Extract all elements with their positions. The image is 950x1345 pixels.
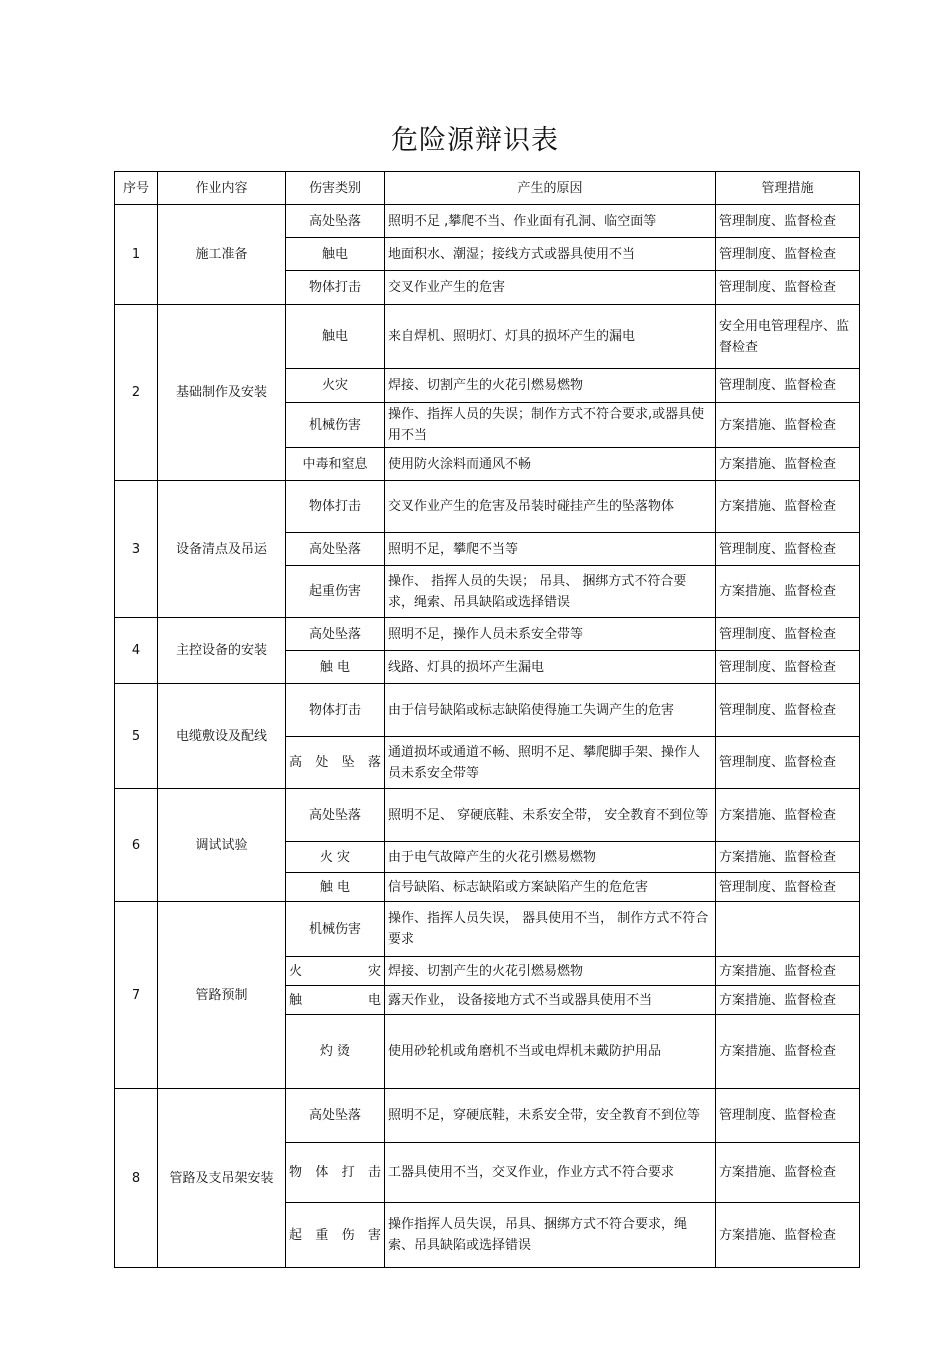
cell-harm: 中毒和窒息 bbox=[286, 448, 385, 481]
cell-measure bbox=[716, 902, 860, 957]
table-row bbox=[115, 305, 860, 369]
page-title: 危险源辩识表 bbox=[391, 125, 559, 156]
cell-measure: 管理制度、监督检查 bbox=[716, 684, 860, 737]
cell-harm: 触 电 bbox=[286, 986, 385, 1015]
cell-measure: 管理制度、监督检查 bbox=[716, 618, 860, 651]
cell-measure: 管理制度、监督检查 bbox=[716, 737, 860, 789]
cell-task: 电缆敷设及配线 bbox=[158, 684, 286, 789]
cell-harm: 高处坠落 bbox=[286, 737, 385, 789]
cell-cause: 焊接、切割产生的火花引燃易燃物 bbox=[385, 957, 716, 986]
cell-no: 8 bbox=[115, 1089, 158, 1268]
header-task: 作业内容 bbox=[158, 172, 286, 205]
cell-harm: 物体打击 bbox=[286, 481, 385, 533]
cell-measure: 方案措施、监督检查 bbox=[716, 1015, 860, 1089]
cell-measure: 管理制度、监督检查 bbox=[716, 1089, 860, 1143]
cell-harm: 起重伤害 bbox=[286, 566, 385, 618]
cell-measure: 管理制度、监督检查 bbox=[716, 651, 860, 684]
cell-cause: 信号缺陷、标志缺陷或方案缺陷产生的危危害 bbox=[385, 873, 716, 902]
cell-cause: 焊接、切割产生的火花引燃易燃物 bbox=[385, 369, 716, 403]
cell-measure: 方案措施、监督检查 bbox=[716, 842, 860, 873]
cell-task: 调试试验 bbox=[158, 789, 286, 902]
cell-harm: 高处坠落 bbox=[286, 533, 385, 566]
cell-harm: 起重伤害 bbox=[286, 1203, 385, 1268]
cell-measure: 安全用电管理程序、监督检查 bbox=[716, 305, 860, 369]
header-measure: 管理措施 bbox=[716, 172, 860, 205]
cell-harm: 高处坠落 bbox=[286, 1089, 385, 1143]
cell-measure: 方案措施、监督检查 bbox=[716, 1143, 860, 1203]
cell-measure: 管理制度、监督检查 bbox=[716, 238, 860, 271]
cell-cause: 照明不足 ,攀爬不当、作业面有孔洞、临空面等 bbox=[385, 205, 716, 238]
table-body bbox=[115, 205, 860, 1268]
cell-harm: 高处坠落 bbox=[286, 789, 385, 842]
cell-harm: 触电 bbox=[286, 305, 385, 369]
cell-cause: 使用防火涂料而通风不畅 bbox=[385, 448, 716, 481]
cell-cause: 线路、灯具的损坏产生漏电 bbox=[385, 651, 716, 684]
table-row bbox=[115, 684, 860, 737]
cell-measure: 方案措施、监督检查 bbox=[716, 957, 860, 986]
cell-harm: 物体打击 bbox=[286, 271, 385, 305]
cell-no: 6 bbox=[115, 789, 158, 902]
cell-cause: 照明不足、 穿硬底鞋、未系安全带， 安全教育不到位等 bbox=[385, 789, 716, 842]
cell-cause: 地面积水、潮湿；接线方式或器具使用不当 bbox=[385, 238, 716, 271]
header-no: 序号 bbox=[115, 172, 158, 205]
table-row bbox=[115, 618, 860, 651]
cell-no: 7 bbox=[115, 902, 158, 1089]
cell-cause: 工器具使用不当，交叉作业，作业方式不符合要求 bbox=[385, 1143, 716, 1203]
cell-cause: 操作、指挥人员失误， 器具使用不当， 制作方式不符合要求 bbox=[385, 902, 716, 957]
cell-measure: 方案措施、监督检查 bbox=[716, 1203, 860, 1268]
cell-no: 5 bbox=[115, 684, 158, 789]
cell-task: 主控设备的安装 bbox=[158, 618, 286, 684]
cell-measure: 方案措施、监督检查 bbox=[716, 566, 860, 618]
cell-measure: 管理制度、监督检查 bbox=[716, 271, 860, 305]
cell-harm: 触 电 bbox=[286, 651, 385, 684]
cell-no: 2 bbox=[115, 305, 158, 481]
cell-cause: 使用砂轮机或角磨机不当或电焊机未戴防护用品 bbox=[385, 1015, 716, 1089]
cell-no: 1 bbox=[115, 205, 158, 305]
cell-harm: 灼 烫 bbox=[286, 1015, 385, 1089]
cell-harm: 高处坠落 bbox=[286, 618, 385, 651]
cell-task: 管路及支吊架安装 bbox=[158, 1089, 286, 1268]
cell-harm: 火 灾 bbox=[286, 842, 385, 873]
cell-measure: 管理制度、监督检查 bbox=[716, 873, 860, 902]
cell-cause: 操作指挥人员失误，吊具、捆绑方式不符合要求，绳索、吊具缺陷或选择错误 bbox=[385, 1203, 716, 1268]
cell-task: 施工准备 bbox=[158, 205, 286, 305]
cell-measure: 管理制度、监督检查 bbox=[716, 369, 860, 403]
cell-measure: 方案措施、监督检查 bbox=[716, 789, 860, 842]
cell-cause: 由于信号缺陷或标志缺陷使得施工失调产生的危害 bbox=[385, 684, 716, 737]
cell-harm: 机械伤害 bbox=[286, 403, 385, 448]
cell-measure: 方案措施、监督检查 bbox=[716, 448, 860, 481]
cell-measure: 方案措施、监督检查 bbox=[716, 403, 860, 448]
cell-cause: 操作、指挥人员的失误；制作方式不符合要求,或器具使用不当 bbox=[385, 403, 716, 448]
cell-measure: 管理制度、监督检查 bbox=[716, 533, 860, 566]
cell-no: 4 bbox=[115, 618, 158, 684]
cell-cause: 通道损坏或通道不畅、照明不足、攀爬脚手架、操作人员未系安全带等 bbox=[385, 737, 716, 789]
cell-harm: 高处坠落 bbox=[286, 205, 385, 238]
cell-task: 设备清点及吊运 bbox=[158, 481, 286, 618]
cell-cause: 照明不足，穿硬底鞋，未系安全带，安全教育不到位等 bbox=[385, 1089, 716, 1143]
table-row bbox=[115, 205, 860, 238]
table-row bbox=[115, 1089, 860, 1143]
table-row bbox=[115, 481, 860, 533]
cell-harm: 物体打击 bbox=[286, 684, 385, 737]
table-row bbox=[115, 902, 860, 957]
cell-harm: 触电 bbox=[286, 238, 385, 271]
header-harm: 伤害类别 bbox=[286, 172, 385, 205]
cell-cause: 露天作业， 设备接地方式不当或器具使用不当 bbox=[385, 986, 716, 1015]
cell-task: 基础制作及安装 bbox=[158, 305, 286, 481]
cell-harm: 机械伤害 bbox=[286, 902, 385, 957]
cell-harm: 火灾 bbox=[286, 369, 385, 403]
cell-cause: 交叉作业产生的危害 bbox=[385, 271, 716, 305]
table-header-row bbox=[115, 172, 860, 205]
cell-measure: 方案措施、监督检查 bbox=[716, 481, 860, 533]
cell-measure: 方案措施、监督检查 bbox=[716, 986, 860, 1015]
cell-cause: 交叉作业产生的危害及吊装时碰挂产生的坠落物体 bbox=[385, 481, 716, 533]
cell-cause: 照明不足，攀爬不当等 bbox=[385, 533, 716, 566]
cell-cause: 照明不足，操作人员未系安全带等 bbox=[385, 618, 716, 651]
cell-measure: 管理制度、监督检查 bbox=[716, 205, 860, 238]
cell-cause: 操作、 指挥人员的失误； 吊具、 捆绑方式不符合要求，绳索、吊具缺陷或选择错误 bbox=[385, 566, 716, 618]
cell-harm: 物体打击 bbox=[286, 1143, 385, 1203]
cell-harm: 触 电 bbox=[286, 873, 385, 902]
header-cause: 产生的原因 bbox=[385, 172, 716, 205]
cell-cause: 由于电气故障产生的火花引燃易燃物 bbox=[385, 842, 716, 873]
cell-cause: 来自焊机、照明灯、灯具的损坏产生的漏电 bbox=[385, 305, 716, 369]
hazard-table bbox=[114, 171, 860, 1268]
table-row bbox=[115, 789, 860, 842]
cell-harm: 火 灾 bbox=[286, 957, 385, 986]
cell-no: 3 bbox=[115, 481, 158, 618]
cell-task: 管路预制 bbox=[158, 902, 286, 1089]
